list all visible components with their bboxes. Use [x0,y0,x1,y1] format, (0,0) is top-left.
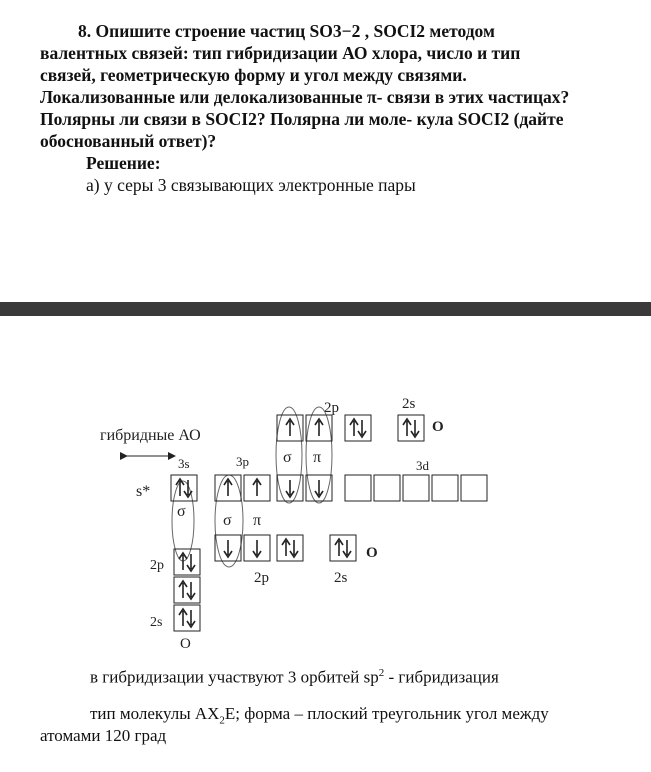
spin-down-arrow [343,540,351,557]
spin-down-arrow [358,420,366,437]
orbital-box [345,415,371,441]
sigma-label-left: σ [177,503,186,520]
orbital-box [174,549,200,575]
spin-up-arrow [335,539,343,556]
sigma-label-middle: σ [223,512,232,529]
answer-line-1-text: в гибридизации участвуют 3 орбитей sp [90,667,379,687]
first-answer: а) у серы 3 связывающих электронные пары [86,175,416,195]
spin-down-arrow [286,480,294,497]
spin-up-arrow [253,479,261,496]
orbital-box-3d [403,475,429,501]
spin-down-arrow [411,420,419,437]
s-star-label: s* [136,483,151,500]
label-2p-left: 2p [150,558,164,573]
spin-down-arrow [224,540,232,557]
answer-line-2 [90,704,549,726]
subscript-2: 2 [219,714,225,727]
answer-line-3: атомами 120 град [40,726,167,745]
spin-down-arrow [187,582,195,599]
spin-up-arrow [179,553,187,570]
orbital-box [330,535,356,561]
answer-line-2-text: тип молекулы AX [90,704,220,723]
spin-down-arrow [290,540,298,557]
pi-label-top: π [313,449,322,466]
question-line-5: Полярны ли связи в SOCI2? Полярна ли моле- кула SOCI2 (дайте [40,109,564,129]
label-2p-top: 2p [324,400,339,416]
spin-up-arrow [403,419,411,436]
label-3p: 3p [236,454,249,469]
spin-down-arrow [315,480,323,497]
spin-down-arrow [187,610,195,627]
bottom-oxygen-orbitals [215,535,356,561]
page-divider-band [0,302,651,316]
solution-label: Решение: [86,153,161,173]
hybrid-ao-label: гибридные АО [100,427,201,444]
orbital-box-3d [432,475,458,501]
spin-up-arrow [286,419,294,436]
left-oxygen-orbitals [174,549,200,631]
spin-down-arrow [253,540,261,557]
orbital-box [398,415,424,441]
spin-up-arrow [224,479,232,496]
orbital-box [277,535,303,561]
answer-line-1 [90,667,499,688]
orbital-box-3d [461,475,487,501]
superscript-2: 2 [378,667,385,679]
spin-up-arrow [179,581,187,598]
answer-line-2-tail: E; форма – плоский треугольник угол между [224,704,549,723]
question-line-6: обоснованный ответ)? [40,131,217,151]
label-3d: 3d [416,458,429,473]
pi-label-middle: π [253,512,262,529]
label-2p-bottom: 2p [254,570,269,586]
question-line-4: Локализованные или делокализованные π- связи в этих частицах? [40,87,570,107]
orbital-box [174,577,200,603]
top-oxygen-orbitals [277,415,424,441]
orbital-diagram [0,380,651,660]
orbital-box-3d [345,475,371,501]
question-line-2: валентных связей: тип гибридизации АО хлора, число и тип [40,43,521,63]
answer-line-1-tail: - гибридизация [384,667,499,687]
orbital-box-3d [374,475,400,501]
orbital-box [174,605,200,631]
sigma-label-top: σ [283,449,292,466]
spin-up-arrow [179,609,187,626]
label-o-left: O [180,636,191,652]
label-o-top: O [432,419,444,435]
label-2s-top: 2s [402,396,416,412]
question-line-1: 8. Опишите строение частиц SO3−2 , SOCI2 методом [78,21,495,41]
label-2s-left: 2s [150,615,163,630]
spin-up-arrow [350,419,358,436]
spin-up-arrow [282,539,290,556]
question-line-3: связей, геометрическую форму и угол между связями. [40,65,467,85]
label-2s-bottom: 2s [334,570,348,586]
spin-up-arrow [315,419,323,436]
sulfur-orbital-row [171,475,487,501]
orbital-box-3s [171,475,197,501]
label-o-bottom: O [366,545,378,561]
label-3s: 3s [178,456,190,471]
